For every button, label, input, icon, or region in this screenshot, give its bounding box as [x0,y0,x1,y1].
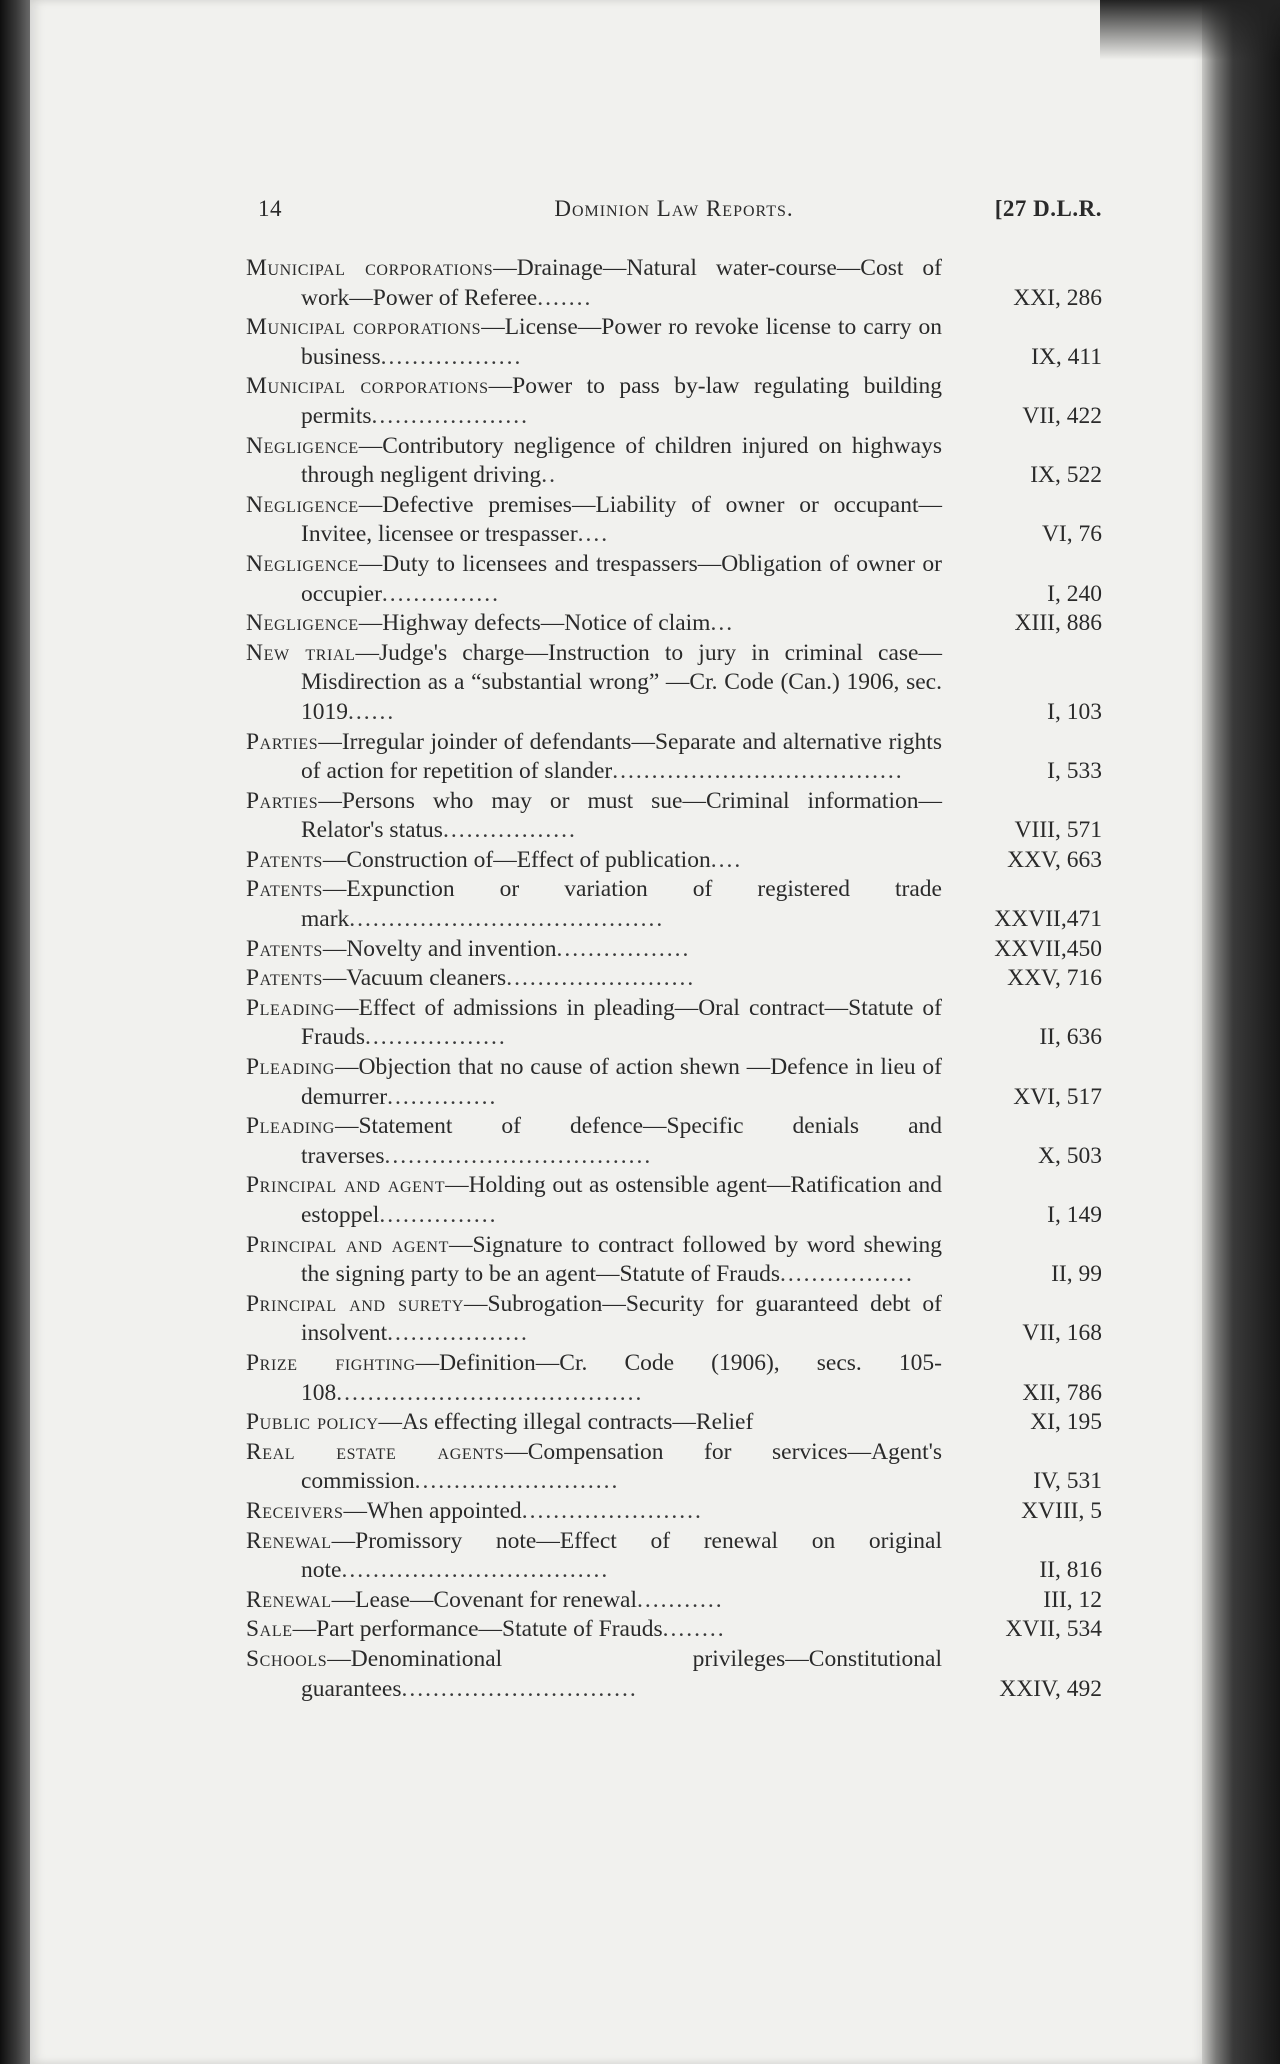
entry-heading: Municipal corporations [246,373,489,400]
book-gutter [0,0,30,2064]
entry-citation: XXV, 716 [1007,965,1102,992]
entry-citation: XXVII,450 [994,935,1102,962]
dot-leader: ............... [379,1202,498,1228]
entry-text: —Persons who may or must sue—Criminal information—Relator's status [301,787,942,844]
index-entry [246,432,1102,491]
entry-text: —Denominational privileges—Constitutional guarantees [301,1645,942,1702]
entry-heading: Parties [246,787,319,814]
entry-citation: XXI, 286 [1013,284,1102,311]
entry-heading: Pleading [246,1113,335,1140]
entry-text: —Expunction or variation of registered trade mark [301,876,942,933]
entry-heading: Pleading [246,994,335,1021]
page-content [246,196,1102,1704]
entry-citation: IV, 531 [1033,1468,1102,1495]
entry-heading: Negligence [246,550,359,577]
dot-leader: ..................................... [612,758,904,785]
index-entry [246,1527,1102,1586]
entry-citation: VIII, 571 [1014,817,1102,844]
entry-text: —Irregular joinder of defendants—Separate and alternative rights of action for repetition of slander [301,728,942,785]
entry-text: —Lease—Covenant for renewal [331,1586,638,1613]
index-entry [246,1290,1102,1349]
entry-citation: VII, 168 [1022,1320,1102,1347]
dot-leader: .................................. [384,1142,653,1169]
entry-text: —Defective premises—Liability of owner or occupant—Invitee, licensee or trespasser [301,491,942,548]
index-entry [246,1645,1102,1704]
entry-text: —Holding out as ostensible agent—Ratification and estoppel [301,1172,942,1228]
index-entry [246,846,1102,876]
dot-leader: ........ [662,1616,726,1643]
entry-text: —Vacuum cleaners [322,965,507,992]
entry-text: —Compensation for services—Agent's commission [301,1438,942,1495]
entry-heading: Negligence [246,432,359,459]
entry-citation: I, 240 [1047,580,1102,607]
entry-citation: XXIV, 492 [999,1675,1102,1702]
index-entry [246,1171,1102,1230]
index-entry [246,787,1102,846]
entry-heading: Principal and agent [246,1172,446,1199]
entry-text: —Novelty and invention [322,935,557,962]
entry-heading: Patents [246,935,323,962]
dot-leader: ....................................... [336,1379,644,1406]
entry-text: —Effect of admissions in pleading—Oral contract—Statute of Frauds [301,994,942,1051]
entry-heading: Real estate agents [246,1438,505,1465]
index-entry [246,1231,1102,1290]
entry-heading: Schools [246,1645,328,1672]
index-entry [246,372,1102,431]
index-entry [246,935,1102,965]
entry-citation: XXV, 663 [1007,846,1102,873]
entry-text: —Promissory note—Effect of renewal on original note [301,1527,942,1584]
index-entries [246,254,1102,1704]
index-entry [246,964,1102,994]
entry-text: —Statement of defence—Specific denials and traverses [301,1113,942,1169]
index-entry [246,313,1102,372]
dot-leader: ....... [537,284,593,311]
entry-citation: IX, 522 [1030,462,1102,489]
entry-citation: XVII, 534 [1005,1616,1102,1643]
entry-text: —When appointed [343,1497,522,1524]
entry-citation: II, 99 [1051,1261,1102,1288]
entry-citation: XII, 786 [1022,1379,1102,1406]
entry-citation: XIII, 886 [1014,610,1102,637]
entry-text: —Highway defects—Notice of claim [358,610,711,637]
entry-heading: Negligence [246,610,359,637]
corner-shadow [1100,0,1280,60]
entry-text: —Contributory negligence of children injured on highways through negligent driving [301,432,942,489]
dot-leader: .............................. [401,1675,638,1702]
entry-citation: VII, 422 [1022,402,1102,429]
journal-title: Dominion Law Reports. [554,196,794,221]
entry-heading: Negligence [246,491,359,518]
entry-text: —Definition—Cr. Code (1906), secs. 105-108 [301,1349,942,1406]
index-entry [246,875,1102,934]
entry-heading: Sale [246,1616,293,1643]
entry-citation: III, 12 [1043,1586,1102,1613]
dot-leader: ...... [348,698,396,725]
dot-leader: .... [577,521,610,548]
dot-leader: .............. [387,1083,498,1110]
running-head [246,196,1102,236]
entry-text: —Signature to contract followed by word shewing the signing party to be an agent—Statute of Frauds [301,1231,942,1288]
entry-citation: I, 103 [1047,698,1102,725]
dot-leader: .. [541,462,557,489]
dot-leader: ............... [381,580,501,607]
dot-leader: .................. [387,1320,529,1347]
index-entry [246,254,1102,313]
dot-leader: .................... [371,402,529,429]
volume-reference: [27 D.L.R. [994,196,1102,221]
entry-citation: I, 533 [1047,758,1102,785]
entry-citation: II, 816 [1039,1557,1102,1584]
entry-heading: Municipal corporations [246,314,482,341]
entry-heading: Receivers [246,1497,344,1524]
entry-citation: VI, 76 [1041,521,1102,548]
dot-leader: .................. [380,343,523,370]
index-entry [246,1586,1102,1616]
index-entry [246,1497,1102,1527]
dot-leader: .......................... [414,1468,620,1495]
entry-citation: I, 149 [1047,1202,1102,1228]
dot-leader: ................. [780,1261,914,1288]
entry-heading: Prize fighting [246,1349,416,1376]
entry-text: —Subrogation—Security for guaranteed debt of insolvent [301,1290,942,1347]
entry-heading: Patents [246,965,323,992]
entry-heading: Patents [246,846,323,873]
entry-heading: Patents [246,876,323,903]
entry-citation: II, 636 [1039,1024,1102,1051]
entry-heading: Renewal [246,1527,332,1554]
entry-heading: Renewal [246,1586,332,1613]
dot-leader: ........................................ [349,906,665,933]
entry-text: —Part performance—Statute of Frauds [292,1616,663,1643]
index-entry [246,1349,1102,1408]
entry-text: —Duty to licensees and trespassers—Obligation of owner or occupier [301,550,942,607]
entry-text: —Drainage—Natural water-course—Cost of work—Power of Referee [301,255,942,311]
entry-citation: XVI, 517 [1013,1083,1102,1110]
entry-heading: Municipal corporations [246,255,494,281]
index-entry [246,491,1102,550]
index-entry [246,994,1102,1053]
index-entry [246,1408,1102,1438]
entry-text: —License—Power ro revoke license to carry on business [301,314,942,370]
index-entry [246,550,1102,609]
entry-citation: X, 503 [1038,1142,1102,1169]
index-entry [246,609,1102,639]
entry-text: —Objection that no cause of action shewn —Defence in lieu of demurrer [301,1054,942,1110]
dot-leader: ................. [556,935,691,962]
dot-leader: ....................... [521,1497,703,1524]
index-entry [246,1615,1102,1645]
entry-heading: New trial [246,639,356,666]
entry-heading: Principal and surety [246,1290,464,1317]
entry-text: —Judge's charge—Instruction to jury in criminal case—Misdirection as a “substantial wrong” —Cr. Code (Can.) 1906, sec. 1019 [301,639,942,725]
page-number: 14 [258,196,282,221]
dot-leader: ........... [637,1586,724,1613]
dot-leader: .................. [364,1024,507,1051]
dot-leader: ................. [442,817,577,844]
index-entry [246,728,1102,787]
index-entry [246,1438,1102,1497]
index-entry [246,1053,1102,1112]
entry-heading: Public policy [246,1409,379,1436]
entry-text: —Power to pass by-law regulating building permits [301,373,942,429]
entry-heading: Pleading [246,1054,335,1081]
entry-citation: IX, 411 [1031,343,1102,370]
page-edge-shadow [1202,0,1280,2064]
dot-leader: .... [710,846,743,873]
dot-leader: ... [710,610,735,637]
entry-citation: XVIII, 5 [1021,1497,1102,1524]
entry-citation: XI, 195 [1030,1409,1102,1436]
entry-text: —Construction of—Effect of publication [322,846,711,873]
entry-citation: XXVII,471 [994,906,1102,933]
entry-text: —As effecting illegal contracts—Relief [378,1409,754,1436]
entry-heading: Principal and agent [246,1231,449,1258]
index-entry [246,639,1102,728]
dot-leader: .................................. [341,1557,610,1584]
dot-leader: ........................ [506,965,696,992]
index-entry [246,1112,1102,1171]
entry-heading: Parties [246,728,319,755]
